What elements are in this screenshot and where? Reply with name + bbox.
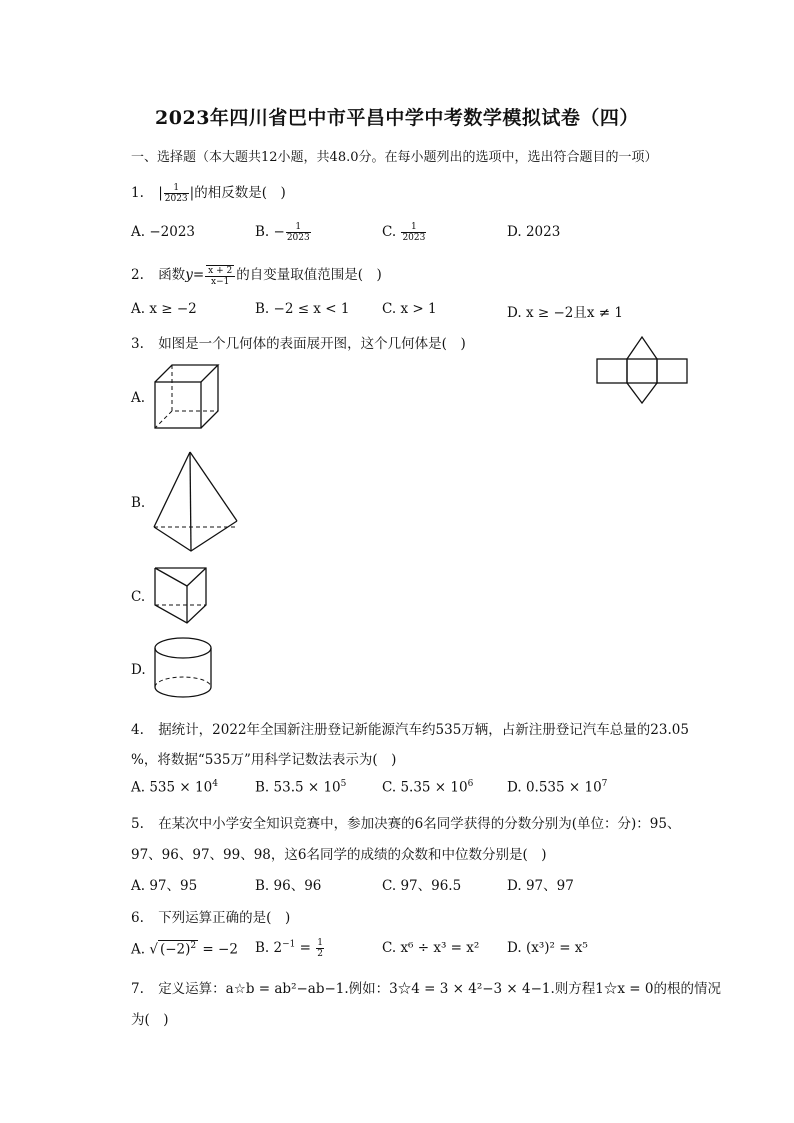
fraction: $\frac{1}{2023}$ xyxy=(164,183,188,204)
question-4-line2: %，将数据“535万”用科学记数法表示为( ) xyxy=(131,752,397,768)
q3-option-a[interactable]: A. xyxy=(131,390,146,406)
question-3: 3. 如图是一个几何体的表面展开图，这个几何体是( ) xyxy=(131,336,466,352)
q5-option-b[interactable]: B. 96、96 xyxy=(255,878,322,894)
q6-option-b[interactable]: B. $2^{-1}$ = $\frac{1}{2}$ xyxy=(255,938,324,959)
q1-option-a[interactable]: A. −2023 xyxy=(131,224,196,240)
question-7-line2: 为( ) xyxy=(131,1012,169,1028)
q4-option-c[interactable]: C. $5.35 \times 10^6$ xyxy=(382,779,474,796)
cylinder-icon xyxy=(154,637,212,699)
q6-option-c[interactable]: C. x⁶ ÷ x³ = x² xyxy=(382,940,480,956)
net-diagram xyxy=(596,336,690,404)
question-7: 7. 定义运算：a☆b = ab²−ab−1.例如：3☆4 = 3 × 4²−3 × 4−1.则方程1☆x = 0的根的情况 xyxy=(131,981,721,997)
q2-option-c[interactable]: C. x > 1 xyxy=(382,301,437,317)
question-5-line2: 97、96、97、99、98，这6名同学的成绩的众数和中位数分别是( ) xyxy=(131,847,547,863)
question-number: 1. xyxy=(131,185,144,201)
question-number: 2. xyxy=(131,267,144,283)
q2-option-d[interactable]: D. x ≥ −2且x ≠ 1 xyxy=(507,305,623,321)
q4-option-b[interactable]: B. $53.5 \times 10^5$ xyxy=(255,779,347,796)
section-heading: 一、选择题（本大题共12小题，共48.0分。在每小题列出的选项中，选出符合题目的一项） xyxy=(131,150,658,165)
question-6: 6. 下列运算正确的是( ) xyxy=(131,910,291,926)
q3-option-c[interactable]: C. xyxy=(131,589,146,605)
question-4: 4. 据统计，2022年全国新注册登记新能源汽车约535万辆，占新注册登记汽车总量的23.05 xyxy=(131,722,689,738)
q1-option-c[interactable]: C. $\frac{1}{2023}$ xyxy=(382,222,426,243)
q1-option-d[interactable]: D. 2023 xyxy=(507,224,561,240)
question-number: 7. xyxy=(131,981,144,997)
question-5: 5. 在某次中小学安全知识竞赛中，参加决赛的6名同学获得的分数分别为(单位：分)：95、 xyxy=(131,816,681,832)
question-stem: 的相反数是( ) xyxy=(194,185,286,201)
q5-option-d[interactable]: D. 97、97 xyxy=(507,878,574,894)
question-number: 5. xyxy=(131,816,144,832)
q3-option-d[interactable]: D. xyxy=(131,662,146,678)
question-1: 1. | $\frac{1}{2023}$ |的相反数是( ) xyxy=(131,183,286,204)
q3-option-b[interactable]: B. xyxy=(131,495,146,511)
question-number: 4. xyxy=(131,722,144,738)
q5-option-a[interactable]: A. 97、95 xyxy=(131,878,198,894)
pyramid-icon xyxy=(153,451,239,552)
page-title: 2023年四川省巴中市平昌中学中考数学模拟试卷（四） xyxy=(155,107,639,129)
q4-option-a[interactable]: A. $535 \times 10^4$ xyxy=(131,779,218,796)
q1-option-b[interactable]: B. − $\frac{1}{2023}$ xyxy=(255,222,310,243)
question-number: 3. xyxy=(131,336,144,352)
q6-option-d[interactable]: D. (x³)² = x⁵ xyxy=(507,940,588,956)
q6-option-a[interactable]: A. √ $(-2)^2 = -2$ xyxy=(131,941,238,958)
question-2: 2. 函数y= $\frac{x + 2}{x-1}$ 的自变量取值范围是( ) xyxy=(131,265,382,287)
prism-icon xyxy=(154,567,208,625)
cube-icon xyxy=(154,364,220,430)
q2-option-b[interactable]: B. −2 ≤ x < 1 xyxy=(255,301,350,317)
q4-option-d[interactable]: D. $0.535 \times 10^7$ xyxy=(507,779,608,796)
q5-option-c[interactable]: C. 97、96.5 xyxy=(382,878,462,894)
question-number: 6. xyxy=(131,910,144,926)
q2-option-a[interactable]: A. x ≥ −2 xyxy=(131,301,197,317)
